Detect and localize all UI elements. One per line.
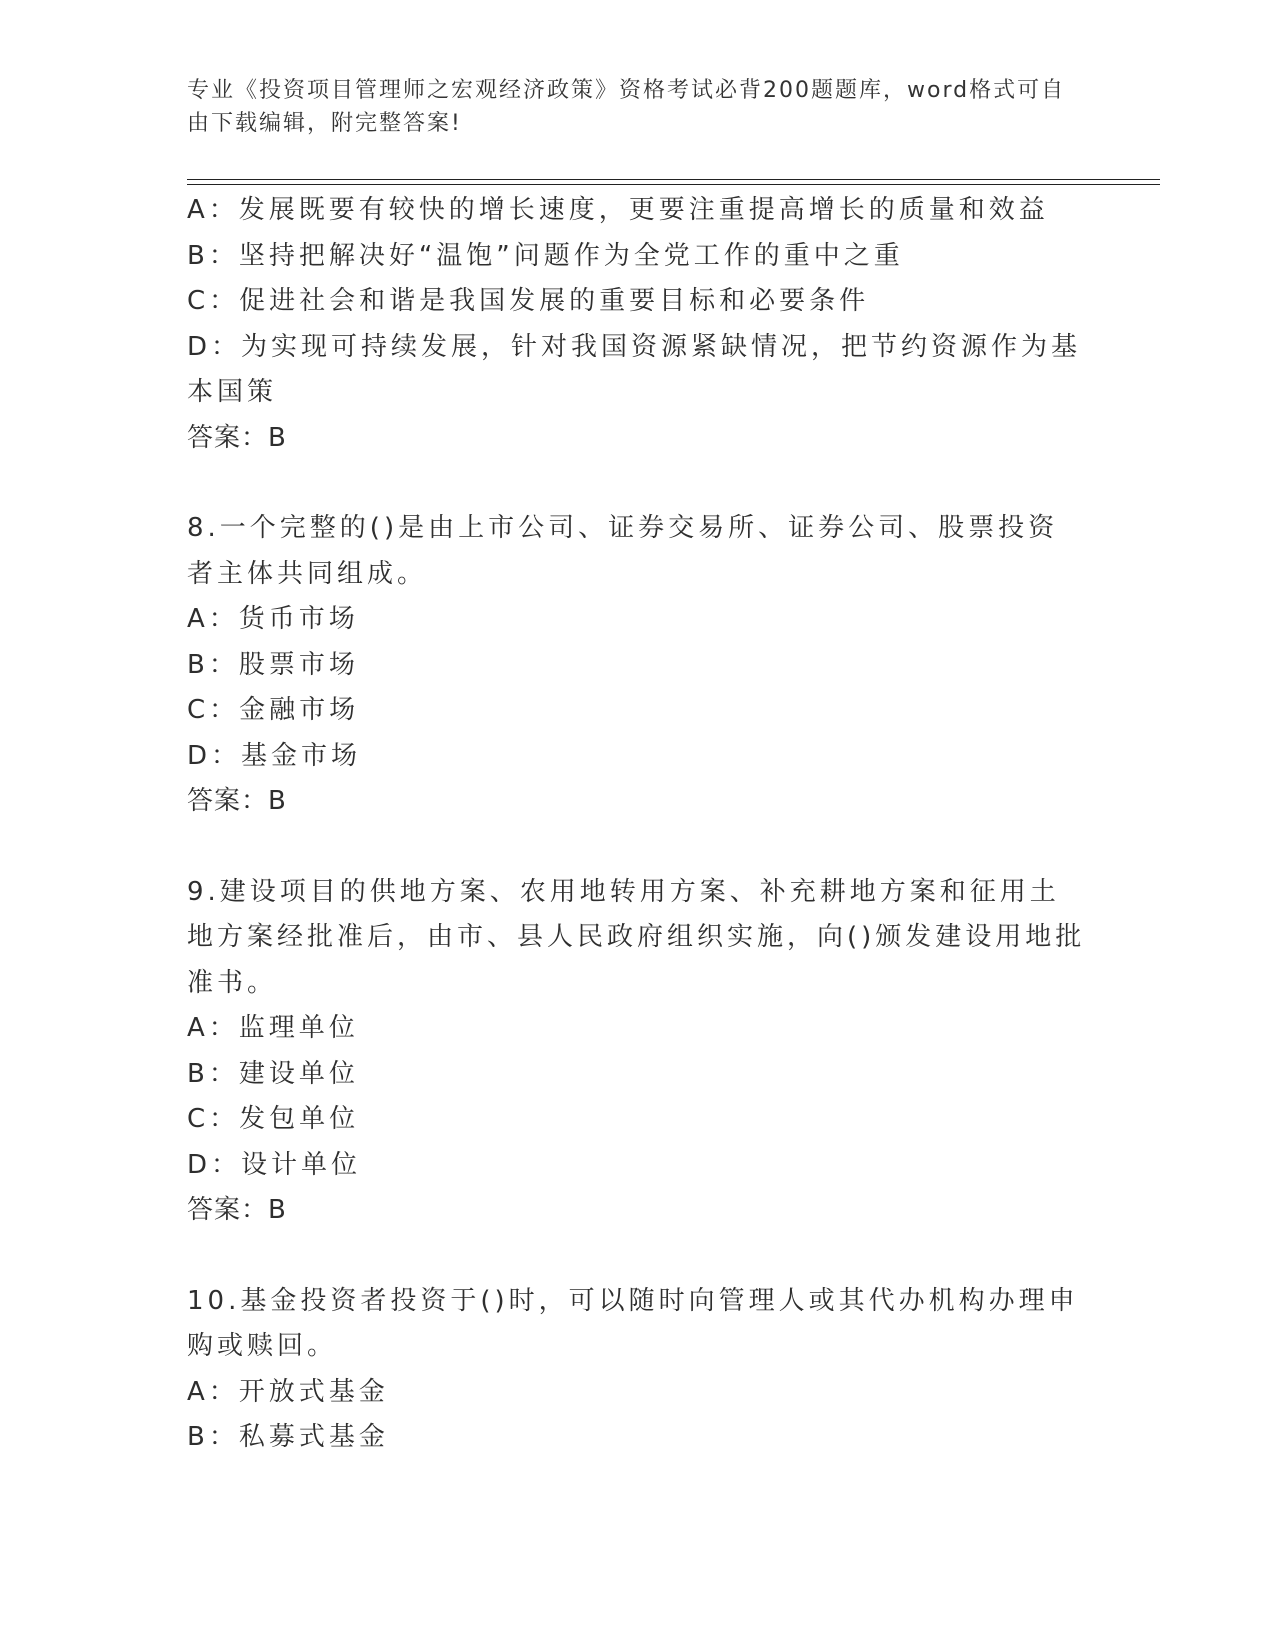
option-a: A：监理单位 [187,1013,359,1043]
question-8 [187,506,1087,825]
answer: 答案：B [187,422,287,453]
question-9 [187,870,1087,1234]
spacer [187,825,1087,870]
option-b: B：股票市场 [187,649,359,680]
option-a: A：开放式基金 [187,1376,389,1407]
header-title: 专业《投资项目管理师之宏观经济政策》资格考试必背200题题库，word格式可自由下载编辑，附完整答案! [187,78,1066,136]
answer: 答案：B [187,786,287,816]
option-d: D：为实现可持续发展，针对我国资源紧缺情况，把节约资源作为基本国策 [187,331,1082,407]
header-divider [187,179,1160,185]
option-a: A：货币市场 [187,604,359,634]
option-c: C：金融市场 [187,695,360,725]
option-c: C：发包单位 [187,1104,360,1134]
question-10 [187,1279,1087,1461]
question-text: 8.一个完整的()是由上市公司、证券交易所、证券公司、股票投资者主体共同组成。 [187,513,1059,589]
spacer [187,1234,1087,1279]
option-a: A：发展既要有较快的增长速度，更要注重提高增长的质量和效益 [187,195,1049,225]
option-d: D：设计单位 [187,1149,362,1180]
document-header [187,74,1087,140]
option-b: B：建设单位 [187,1058,359,1089]
answer: 答案：B [187,1195,287,1225]
question-text: 9.建设项目的供地方案、农用地转用方案、补充耕地方案和征用土地方案经批准后，由市、县人民政府组织实施，向()颁发建设用地批准书。 [187,876,1086,998]
question-text: 10.基金投资者投资于()时，可以随时向管理人或其代办机构办理申购或赎回。 [187,1285,1079,1361]
question-list [187,188,1087,1461]
option-c: C：促进社会和谐是我国发展的重要目标和必要条件 [187,286,870,316]
question-7-remainder [187,188,1087,461]
option-b: B：坚持把解决好“温饱”问题作为全党工作的重中之重 [187,240,904,271]
option-d: D：基金市场 [187,740,362,771]
option-b: B：私募式基金 [187,1422,389,1452]
spacer [187,461,1087,506]
